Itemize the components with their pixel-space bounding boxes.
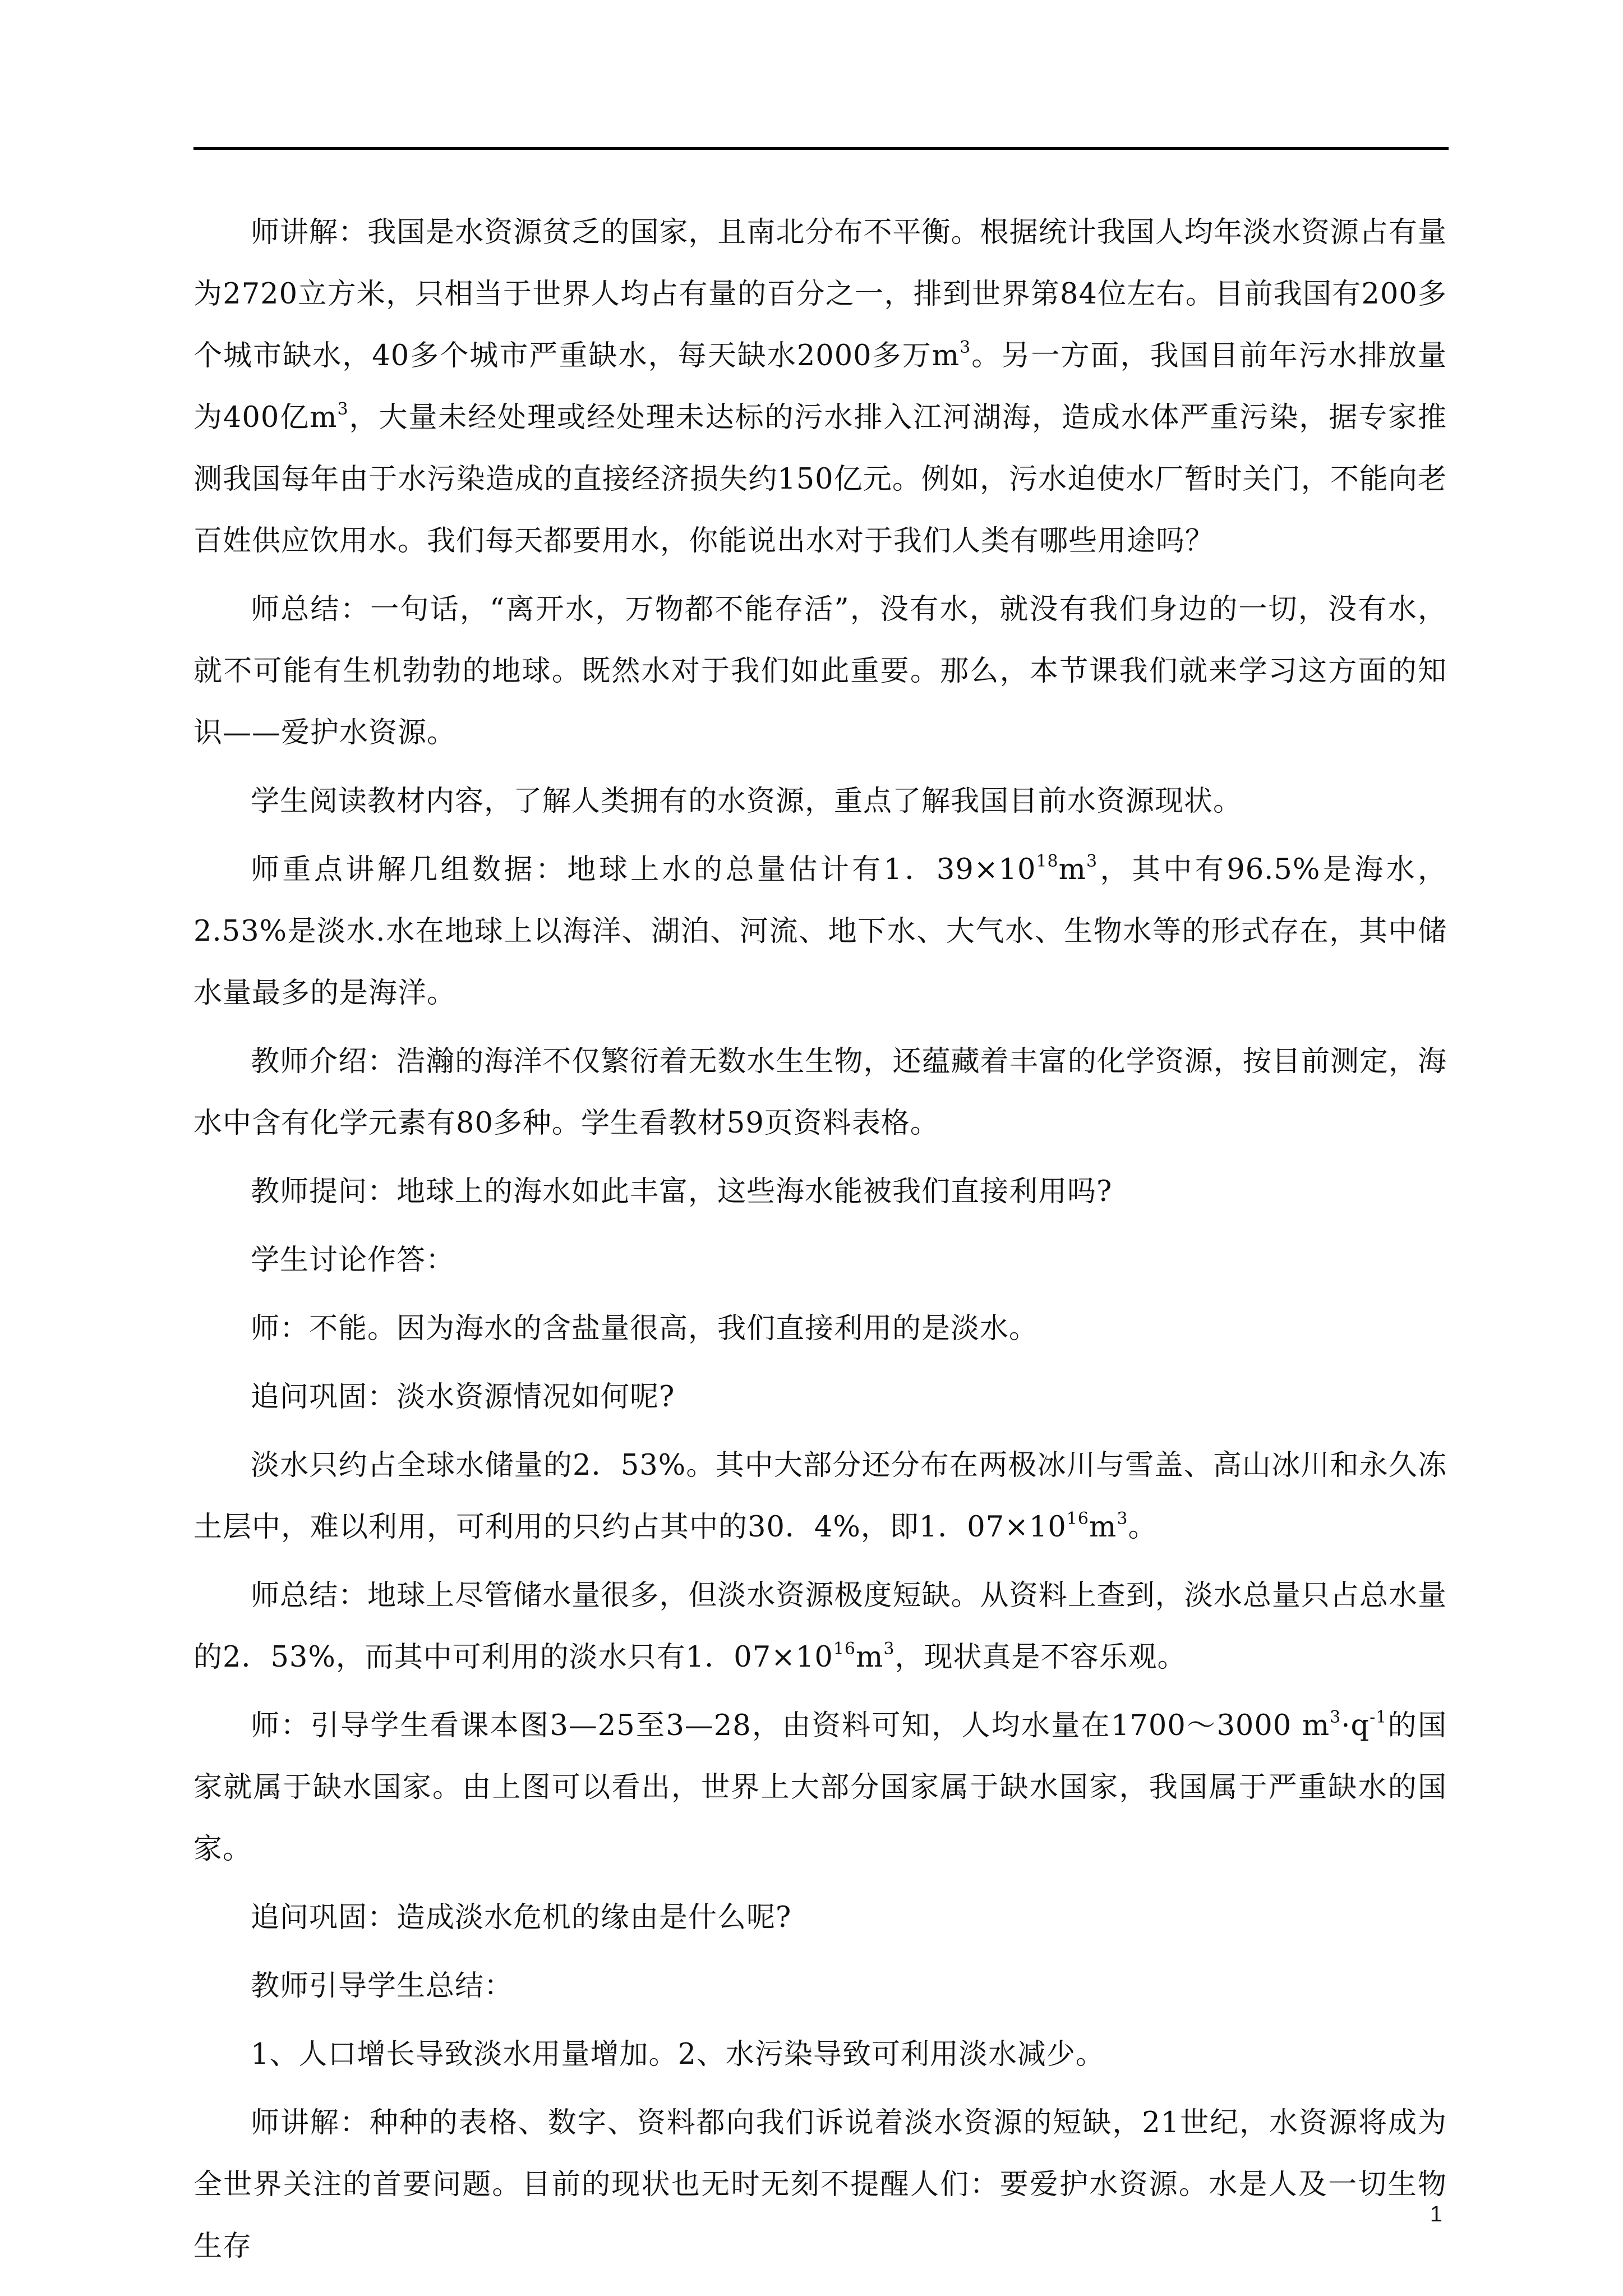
superscript: 18 xyxy=(1036,852,1059,871)
text-run: m xyxy=(1089,1511,1117,1544)
text-run: 1、人口增长导致淡水用量增加。2、水污染导致可利用淡水减少。 xyxy=(251,2038,1105,2071)
text-run: 追问巩固：淡水资源情况如何呢? xyxy=(251,1381,675,1414)
text-run: 。 xyxy=(1128,1511,1158,1544)
paragraph-p8 xyxy=(193,1298,1447,1360)
text-run: 追问巩固：造成淡水危机的缘由是什么呢? xyxy=(251,1901,792,1934)
paragraph-p14 xyxy=(193,1955,1447,2017)
superscript: 3 xyxy=(1117,1509,1128,1529)
text-run: 。另一方面，我国目前年污水排放量为400亿m xyxy=(193,339,1447,434)
text-run: 淡水只约占全球水储量的2．53%。其中大部分还分布在两极冰川与雪盖、高山冰川和永久冻土层中，难以利用，可利用的只约占其中的30．4%，即1．07×10 xyxy=(193,1449,1447,1544)
text-run: 师讲解：我国是水资源贫乏的国家，且南北分布不平衡。根据统计我国人均年淡水资源占有量为2720立方米，只相当于世界人均占有量的百分之一，排到世界第84位左右。目前我国有200多个城市缺水，40多个城市严重缺水，每天缺水2000多万m xyxy=(193,216,1447,372)
text-run: ，其中有96.5%是海水，2.53%是淡水.水在地球上以海洋、湖泊、河流、地下水、大气水、生物水等的形式存在，其中储水量最多的是海洋。 xyxy=(193,853,1447,1010)
paragraph-p1 xyxy=(193,202,1447,572)
page-number: 1 xyxy=(1430,2202,1442,2226)
text-run: 师重点讲解几组数据：地球上水的总量估计有1．39×10 xyxy=(251,853,1036,886)
paragraph-p7 xyxy=(193,1230,1447,1291)
paragraph-p6 xyxy=(193,1161,1447,1223)
text-run: 学生讨论作答： xyxy=(251,1244,455,1277)
text-run: 师讲解：种种的表格、数字、资料都向我们诉说着淡水资源的短缺，21世纪，水资源将成为全世界关注的首要问题。目前的现状也无时无刻不提醒人们：要爱护水资源。水是人及一切生物生存 xyxy=(193,2106,1447,2263)
text-run: 师总结：一句话，“离开水，万物都不能存活”，没有水，就没有我们身边的一切，没有水，就不可能有生机勃勃的地球。既然水对于我们如此重要。那么，本节课我们就来学习这方面的知识——爱护水资源。 xyxy=(193,593,1447,749)
text-run: 师：不能。因为海水的含盐量很高，我们直接利用的是淡水。 xyxy=(251,1312,1039,1345)
paragraph-p10 xyxy=(193,1435,1447,1558)
superscript: 3 xyxy=(1086,852,1098,871)
paragraph-p4 xyxy=(193,839,1447,1024)
text-run: 教师介绍：浩瀚的海洋不仅繁衍着无数水生生物，还蕴藏着丰富的化学资源，按目前测定，海水中含有化学元素有80多种。学生看教材59页资料表格。 xyxy=(193,1045,1447,1140)
superscript: -1 xyxy=(1370,1708,1387,1727)
paragraph-p12 xyxy=(193,1695,1447,1880)
paragraph-p16 xyxy=(193,2092,1447,2277)
paragraph-p11 xyxy=(193,1565,1447,1688)
document-body xyxy=(193,202,1447,2284)
text-run: ，大量未经处理或经处理未达标的污水排入江河湖海，造成水体严重污染，据专家推测我国每年由于水污染造成的直接经济损失约150亿元。例如，污水迫使水厂暂时关门，不能向老百姓供应饮用水。我们每天都要用水，你能说出水对于我们人类有哪些用途吗？ xyxy=(193,401,1447,558)
text-run: 的国家就属于缺水国家。由上图可以看出，世界上大部分国家属于缺水国家，我国属于严重缺水的国家。 xyxy=(193,1709,1447,1866)
superscript: 3 xyxy=(883,1639,895,1659)
paragraph-p15 xyxy=(193,2024,1447,2086)
paragraph-p13 xyxy=(193,1887,1447,1949)
text-run: ，现状真是不容乐观。 xyxy=(895,1641,1187,1674)
header-rule xyxy=(193,147,1449,150)
superscript: 16 xyxy=(1066,1509,1089,1529)
superscript: 3 xyxy=(960,338,971,357)
text-run: m xyxy=(855,1641,884,1674)
paragraph-p2 xyxy=(193,579,1447,764)
paragraph-p5 xyxy=(193,1031,1447,1154)
paragraph-p3 xyxy=(193,771,1447,832)
text-run: 教师提问：地球上的海水如此丰富，这些海水能被我们直接利用吗? xyxy=(251,1175,1113,1208)
superscript: 16 xyxy=(833,1639,856,1659)
text-run: 教师引导学生总结： xyxy=(251,1970,514,2003)
text-run: 师总结：地球上尽管储水量很多，但淡水资源极度短缺。从资料上查到，淡水总量只占总水量的2．53%，而其中可利用的淡水只有1．07×10 xyxy=(193,1579,1447,1674)
superscript: 3 xyxy=(337,399,349,419)
paragraph-p9 xyxy=(193,1366,1447,1428)
text-run: m xyxy=(1058,853,1087,886)
text-run: ·q xyxy=(1341,1709,1370,1742)
text-run: 师：引导学生看课本图3—25至3—28，由资料可知，人均水量在1700～3000 m xyxy=(251,1709,1330,1742)
text-run: 学生阅读教材内容，了解人类拥有的水资源，重点了解我国目前水资源现状。 xyxy=(251,785,1243,818)
superscript: 3 xyxy=(1330,1708,1341,1727)
